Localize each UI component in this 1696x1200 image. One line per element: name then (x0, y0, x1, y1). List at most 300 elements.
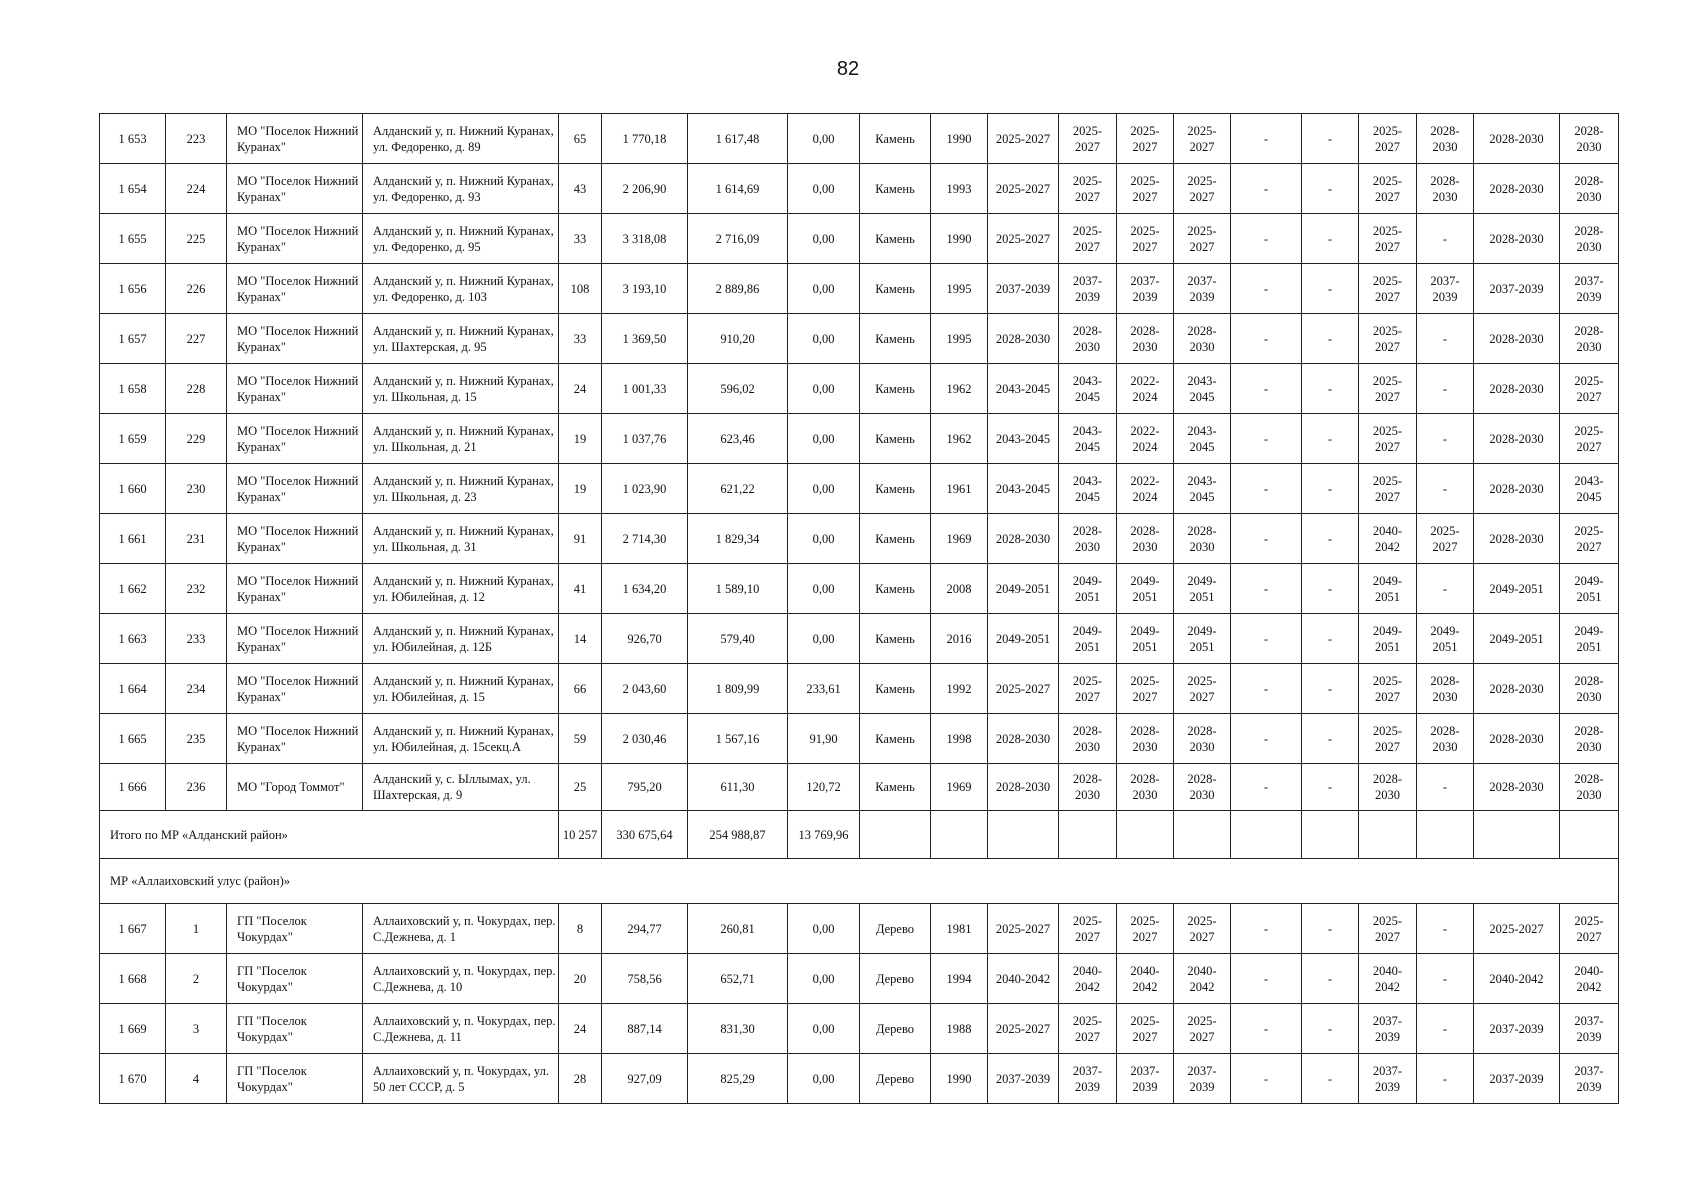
repair-period-cell-7: 2025-2027 (1359, 664, 1417, 714)
year-built-cell: 1990 (931, 1054, 988, 1104)
municipality-cell: МО "Поселок Нижний Куранах" (227, 714, 363, 764)
repair-period-cell-5: - (1231, 114, 1302, 164)
table-row (100, 614, 1619, 664)
repair-period-cell-4: 2043-2045 (1174, 414, 1231, 464)
table-row (100, 664, 1619, 714)
table-row (100, 764, 1619, 811)
repair-period-cell-9: 2028-2030 (1474, 114, 1560, 164)
repair-period-cell-6: - (1302, 614, 1359, 664)
repair-period-cell-5: - (1231, 664, 1302, 714)
repair-period-cell-8: - (1417, 414, 1474, 464)
repair-period-cell-10: 2028-2030 (1560, 764, 1619, 811)
repair-period-cell-2: 2025-2027 (1059, 114, 1117, 164)
repair-period-cell-4: 2025-2027 (1174, 1004, 1231, 1054)
repair-period-cell-2: 2025-2027 (1059, 904, 1117, 954)
area-nonresidential-cell: 0,00 (788, 214, 860, 264)
row-number-cell: 1 667 (100, 904, 166, 954)
table-row (100, 314, 1619, 364)
repair-period-cell-8: - (1417, 1004, 1474, 1054)
repair-period-cell-4: 2040-2042 (1174, 954, 1231, 1004)
repair-period-cell-5: - (1231, 954, 1302, 1004)
area-nonresidential-cell: 0,00 (788, 904, 860, 954)
year-built-cell: 1998 (931, 714, 988, 764)
area-total-cell: 887,14 (602, 1004, 688, 1054)
year-built-cell: 1969 (931, 764, 988, 811)
repair-period-cell-5: - (1231, 564, 1302, 614)
table-row (100, 414, 1619, 464)
repair-period-cell-1: 2025-2027 (988, 214, 1059, 264)
repair-period-cell-8: 2028-2030 (1417, 114, 1474, 164)
local-number-cell: 225 (166, 214, 227, 264)
repair-period-cell-10: 2028-2030 (1560, 314, 1619, 364)
repair-period-cell-8: - (1417, 764, 1474, 811)
repair-period-cell-4: 2025-2027 (1174, 164, 1231, 214)
section-row (100, 859, 1619, 904)
repair-period-cell-1: 2040-2042 (988, 954, 1059, 1004)
area-total-cell: 1 634,20 (602, 564, 688, 614)
area-residential-cell: 910,20 (688, 314, 788, 364)
repair-period-cell-7: 2049-2051 (1359, 564, 1417, 614)
year-built-cell: 1969 (931, 514, 988, 564)
area-nonresidential-cell: 91,90 (788, 714, 860, 764)
page-number: 82 (836, 58, 860, 80)
repair-period-cell-5: - (1231, 164, 1302, 214)
total-area-3: 13 769,96 (788, 811, 860, 859)
total-empty-cell (1474, 811, 1560, 859)
repair-period-cell-5: - (1231, 1004, 1302, 1054)
housing-table (99, 113, 1619, 1104)
row-number-cell: 1 663 (100, 614, 166, 664)
repair-period-cell-9: 2037-2039 (1474, 1054, 1560, 1104)
repair-period-cell-5: - (1231, 514, 1302, 564)
table-row (100, 114, 1619, 164)
address-cell: Алданский у, п. Нижний Куранах, ул. Юбилейная, д. 15 (363, 664, 559, 714)
repair-period-cell-9: 2028-2030 (1474, 514, 1560, 564)
area-total-cell: 3 318,08 (602, 214, 688, 264)
residents-cell: 28 (559, 1054, 602, 1104)
repair-period-cell-3: 2037-2039 (1117, 264, 1174, 314)
local-number-cell: 231 (166, 514, 227, 564)
repair-period-cell-9: 2028-2030 (1474, 314, 1560, 364)
address-cell: Аллаиховский у, п. Чокурдах, пер. С.Дежнева, д. 10 (363, 954, 559, 1004)
local-number-cell: 232 (166, 564, 227, 614)
repair-period-cell-5: - (1231, 614, 1302, 664)
table-row (100, 714, 1619, 764)
repair-period-cell-5: - (1231, 464, 1302, 514)
repair-period-cell-8: - (1417, 214, 1474, 264)
repair-period-cell-1: 2043-2045 (988, 464, 1059, 514)
repair-period-cell-8: - (1417, 464, 1474, 514)
wall-material-cell: Дерево (860, 1054, 931, 1104)
address-cell: Аллаиховский у, п. Чокурдах, ул. 50 лет СССР, д. 5 (363, 1054, 559, 1104)
local-number-cell: 2 (166, 954, 227, 1004)
municipality-cell: МО "Поселок Нижний Куранах" (227, 164, 363, 214)
repair-period-cell-9: 2028-2030 (1474, 714, 1560, 764)
address-cell: Алданский у, п. Нижний Куранах, ул. Федоренко, д. 103 (363, 264, 559, 314)
repair-period-cell-10: 2040-2042 (1560, 954, 1619, 1004)
address-cell: Алданский у, п. Нижний Куранах, ул. Школьная, д. 23 (363, 464, 559, 514)
area-residential-cell: 1 589,10 (688, 564, 788, 614)
table-row (100, 904, 1619, 954)
repair-period-cell-8: - (1417, 954, 1474, 1004)
repair-period-cell-6: - (1302, 464, 1359, 514)
repair-period-cell-4: 2025-2027 (1174, 664, 1231, 714)
repair-period-cell-3: 2049-2051 (1117, 614, 1174, 664)
municipality-cell: ГП "Поселок Чокурдах" (227, 1054, 363, 1104)
area-nonresidential-cell: 233,61 (788, 664, 860, 714)
repair-period-cell-4: 2043-2045 (1174, 364, 1231, 414)
area-nonresidential-cell: 0,00 (788, 1004, 860, 1054)
repair-period-cell-6: - (1302, 664, 1359, 714)
repair-period-cell-1: 2025-2027 (988, 164, 1059, 214)
area-residential-cell: 2 889,86 (688, 264, 788, 314)
repair-period-cell-7: 2025-2027 (1359, 414, 1417, 464)
repair-period-cell-4: 2028-2030 (1174, 714, 1231, 764)
repair-period-cell-10: 2043-2045 (1560, 464, 1619, 514)
area-residential-cell: 831,30 (688, 1004, 788, 1054)
area-residential-cell: 579,40 (688, 614, 788, 664)
residents-cell: 25 (559, 764, 602, 811)
repair-period-cell-3: 2028-2030 (1117, 764, 1174, 811)
address-cell: Алданский у, п. Нижний Куранах, ул. Юбилейная, д. 12Б (363, 614, 559, 664)
area-residential-cell: 621,22 (688, 464, 788, 514)
residents-cell: 20 (559, 954, 602, 1004)
row-number-cell: 1 657 (100, 314, 166, 364)
repair-period-cell-1: 2025-2027 (988, 1004, 1059, 1054)
repair-period-cell-8: 2049-2051 (1417, 614, 1474, 664)
repair-period-cell-2: 2043-2045 (1059, 364, 1117, 414)
repair-period-cell-1: 2049-2051 (988, 564, 1059, 614)
total-empty-cell (1302, 811, 1359, 859)
wall-material-cell: Камень (860, 764, 931, 811)
total-empty-cell (1359, 811, 1417, 859)
repair-period-cell-10: 2028-2030 (1560, 114, 1619, 164)
wall-material-cell: Камень (860, 264, 931, 314)
repair-period-cell-9: 2049-2051 (1474, 564, 1560, 614)
area-residential-cell: 1 617,48 (688, 114, 788, 164)
repair-period-cell-1: 2025-2027 (988, 114, 1059, 164)
table-row (100, 1004, 1619, 1054)
wall-material-cell: Камень (860, 514, 931, 564)
repair-period-cell-2: 2028-2030 (1059, 714, 1117, 764)
year-built-cell: 1962 (931, 364, 988, 414)
residents-cell: 8 (559, 904, 602, 954)
repair-period-cell-10: 2028-2030 (1560, 664, 1619, 714)
municipality-cell: МО "Поселок Нижний Куранах" (227, 314, 363, 364)
municipality-cell: МО "Поселок Нижний Куранах" (227, 464, 363, 514)
repair-period-cell-1: 2037-2039 (988, 1054, 1059, 1104)
local-number-cell: 229 (166, 414, 227, 464)
table-row (100, 164, 1619, 214)
repair-period-cell-9: 2028-2030 (1474, 764, 1560, 811)
repair-period-cell-6: - (1302, 364, 1359, 414)
repair-period-cell-3: 2022-2024 (1117, 364, 1174, 414)
repair-period-cell-10: 2049-2051 (1560, 614, 1619, 664)
address-cell: Алданский у, п. Нижний Куранах, ул. Школьная, д. 31 (363, 514, 559, 564)
repair-period-cell-8: - (1417, 904, 1474, 954)
repair-period-cell-2: 2025-2027 (1059, 664, 1117, 714)
repair-period-cell-2: 2040-2042 (1059, 954, 1117, 1004)
area-total-cell: 795,20 (602, 764, 688, 811)
repair-period-cell-3: 2028-2030 (1117, 514, 1174, 564)
repair-period-cell-7: 2040-2042 (1359, 514, 1417, 564)
municipality-cell: МО "Поселок Нижний Куранах" (227, 114, 363, 164)
local-number-cell: 223 (166, 114, 227, 164)
wall-material-cell: Камень (860, 364, 931, 414)
repair-period-cell-3: 2025-2027 (1117, 1004, 1174, 1054)
repair-period-cell-10: 2037-2039 (1560, 1054, 1619, 1104)
repair-period-cell-5: - (1231, 714, 1302, 764)
row-number-cell: 1 658 (100, 364, 166, 414)
area-total-cell: 758,56 (602, 954, 688, 1004)
repair-period-cell-3: 2037-2039 (1117, 1054, 1174, 1104)
area-total-cell: 2 030,46 (602, 714, 688, 764)
area-nonresidential-cell: 0,00 (788, 464, 860, 514)
repair-period-cell-10: 2037-2039 (1560, 264, 1619, 314)
repair-period-cell-1: 2025-2027 (988, 664, 1059, 714)
municipality-cell: МО "Поселок Нижний Куранах" (227, 564, 363, 614)
area-residential-cell: 1 567,16 (688, 714, 788, 764)
repair-period-cell-6: - (1302, 164, 1359, 214)
repair-period-cell-9: 2037-2039 (1474, 1004, 1560, 1054)
residents-cell: 59 (559, 714, 602, 764)
wall-material-cell: Камень (860, 714, 931, 764)
repair-period-cell-3: 2025-2027 (1117, 904, 1174, 954)
address-cell: Алданский у, п. Нижний Куранах, ул. Школьная, д. 15 (363, 364, 559, 414)
wall-material-cell: Камень (860, 414, 931, 464)
area-total-cell: 1 369,50 (602, 314, 688, 364)
row-number-cell: 1 655 (100, 214, 166, 264)
repair-period-cell-2: 2025-2027 (1059, 214, 1117, 264)
repair-period-cell-10: 2028-2030 (1560, 164, 1619, 214)
repair-period-cell-9: 2037-2039 (1474, 264, 1560, 314)
repair-period-cell-6: - (1302, 214, 1359, 264)
repair-period-cell-2: 2028-2030 (1059, 764, 1117, 811)
row-number-cell: 1 665 (100, 714, 166, 764)
repair-period-cell-10: 2025-2027 (1560, 414, 1619, 464)
repair-period-cell-9: 2028-2030 (1474, 164, 1560, 214)
area-residential-cell: 2 716,09 (688, 214, 788, 264)
repair-period-cell-7: 2025-2027 (1359, 114, 1417, 164)
row-number-cell: 1 660 (100, 464, 166, 514)
address-cell: Алданский у, п. Нижний Куранах, ул. Юбилейная, д. 12 (363, 564, 559, 614)
repair-period-cell-5: - (1231, 314, 1302, 364)
row-number-cell: 1 661 (100, 514, 166, 564)
address-cell: Алданский у, п. Нижний Куранах, ул. Федоренко, д. 95 (363, 214, 559, 264)
repair-period-cell-7: 2025-2027 (1359, 264, 1417, 314)
area-nonresidential-cell: 0,00 (788, 514, 860, 564)
repair-period-cell-10: 2028-2030 (1560, 214, 1619, 264)
repair-period-cell-7: 2025-2027 (1359, 164, 1417, 214)
table-body-aldan (100, 114, 1619, 811)
repair-period-cell-7: 2028-2030 (1359, 764, 1417, 811)
year-built-cell: 1961 (931, 464, 988, 514)
wall-material-cell: Дерево (860, 954, 931, 1004)
area-nonresidential-cell: 120,72 (788, 764, 860, 811)
year-built-cell: 2016 (931, 614, 988, 664)
total-empty-cell (1417, 811, 1474, 859)
area-nonresidential-cell: 0,00 (788, 164, 860, 214)
address-cell: Алданский у, п. Нижний Куранах, ул. Федоренко, д. 93 (363, 164, 559, 214)
repair-period-cell-8: - (1417, 364, 1474, 414)
area-total-cell: 2 043,60 (602, 664, 688, 714)
local-number-cell: 230 (166, 464, 227, 514)
year-built-cell: 1992 (931, 664, 988, 714)
municipality-cell: ГП "Поселок Чокурдах" (227, 954, 363, 1004)
repair-period-cell-5: - (1231, 904, 1302, 954)
table-body-summary (100, 811, 1619, 904)
repair-period-cell-1: 2025-2027 (988, 904, 1059, 954)
repair-period-cell-10: 2025-2027 (1560, 364, 1619, 414)
table-row (100, 514, 1619, 564)
row-number-cell: 1 664 (100, 664, 166, 714)
repair-period-cell-3: 2028-2030 (1117, 314, 1174, 364)
repair-period-cell-3: 2025-2027 (1117, 664, 1174, 714)
repair-period-cell-2: 2043-2045 (1059, 464, 1117, 514)
address-cell: Алданский у, п. Нижний Куранах, ул. Федоренко, д. 89 (363, 114, 559, 164)
local-number-cell: 234 (166, 664, 227, 714)
local-number-cell: 1 (166, 904, 227, 954)
repair-period-cell-7: 2040-2042 (1359, 954, 1417, 1004)
repair-period-cell-1: 2043-2045 (988, 414, 1059, 464)
address-cell: Алданский у, п. Нижний Куранах, ул. Школьная, д. 21 (363, 414, 559, 464)
local-number-cell: 235 (166, 714, 227, 764)
repair-period-cell-2: 2028-2030 (1059, 314, 1117, 364)
repair-period-cell-6: - (1302, 764, 1359, 811)
address-cell: Алданский у, с. Ыллымах, ул. Шахтерская, д. 9 (363, 764, 559, 811)
residents-cell: 33 (559, 314, 602, 364)
repair-period-cell-8: - (1417, 314, 1474, 364)
repair-period-cell-4: 2049-2051 (1174, 614, 1231, 664)
repair-period-cell-4: 2025-2027 (1174, 114, 1231, 164)
table-row (100, 214, 1619, 264)
repair-period-cell-1: 2028-2030 (988, 514, 1059, 564)
row-number-cell: 1 659 (100, 414, 166, 464)
address-cell: Аллаиховский у, п. Чокурдах, пер. С.Дежнева, д. 11 (363, 1004, 559, 1054)
residents-cell: 65 (559, 114, 602, 164)
wall-material-cell: Камень (860, 614, 931, 664)
table-row (100, 264, 1619, 314)
total-row (100, 811, 1619, 859)
area-total-cell: 2 206,90 (602, 164, 688, 214)
area-residential-cell: 1 614,69 (688, 164, 788, 214)
residents-cell: 108 (559, 264, 602, 314)
repair-period-cell-6: - (1302, 264, 1359, 314)
area-nonresidential-cell: 0,00 (788, 414, 860, 464)
repair-period-cell-4: 2028-2030 (1174, 764, 1231, 811)
repair-period-cell-6: - (1302, 564, 1359, 614)
repair-period-cell-5: - (1231, 364, 1302, 414)
repair-period-cell-10: 2037-2039 (1560, 1004, 1619, 1054)
repair-period-cell-5: - (1231, 264, 1302, 314)
residents-cell: 19 (559, 464, 602, 514)
local-number-cell: 3 (166, 1004, 227, 1054)
repair-period-cell-2: 2025-2027 (1059, 1004, 1117, 1054)
repair-period-cell-4: 2028-2030 (1174, 314, 1231, 364)
residents-cell: 14 (559, 614, 602, 664)
repair-period-cell-4: 2028-2030 (1174, 514, 1231, 564)
repair-period-cell-4: 2037-2039 (1174, 1054, 1231, 1104)
area-residential-cell: 596,02 (688, 364, 788, 414)
repair-period-cell-1: 2028-2030 (988, 714, 1059, 764)
wall-material-cell: Дерево (860, 904, 931, 954)
table-row (100, 564, 1619, 614)
local-number-cell: 226 (166, 264, 227, 314)
year-built-cell: 2008 (931, 564, 988, 614)
repair-period-cell-2: 2037-2039 (1059, 1054, 1117, 1104)
table-row (100, 364, 1619, 414)
repair-period-cell-4: 2043-2045 (1174, 464, 1231, 514)
residents-cell: 19 (559, 414, 602, 464)
row-number-cell: 1 653 (100, 114, 166, 164)
local-number-cell: 4 (166, 1054, 227, 1104)
address-cell: Алданский у, п. Нижний Куранах, ул. Шахтерская, д. 95 (363, 314, 559, 364)
area-nonresidential-cell: 0,00 (788, 1054, 860, 1104)
area-nonresidential-cell: 0,00 (788, 314, 860, 364)
repair-period-cell-8: 2028-2030 (1417, 164, 1474, 214)
repair-period-cell-8: - (1417, 1054, 1474, 1104)
table-row (100, 954, 1619, 1004)
area-total-cell: 3 193,10 (602, 264, 688, 314)
repair-period-cell-9: 2028-2030 (1474, 414, 1560, 464)
residents-cell: 43 (559, 164, 602, 214)
repair-period-cell-3: 2022-2024 (1117, 464, 1174, 514)
repair-period-cell-7: 2025-2027 (1359, 364, 1417, 414)
repair-period-cell-1: 2028-2030 (988, 314, 1059, 364)
area-total-cell: 1 001,33 (602, 364, 688, 414)
wall-material-cell: Камень (860, 564, 931, 614)
repair-period-cell-7: 2037-2039 (1359, 1054, 1417, 1104)
total-area-2: 254 988,87 (688, 811, 788, 859)
repair-period-cell-8: 2037-2039 (1417, 264, 1474, 314)
repair-period-cell-4: 2025-2027 (1174, 904, 1231, 954)
repair-period-cell-2: 2028-2030 (1059, 514, 1117, 564)
repair-period-cell-3: 2040-2042 (1117, 954, 1174, 1004)
repair-period-cell-8: 2028-2030 (1417, 714, 1474, 764)
municipality-cell: МО "Поселок Нижний Куранах" (227, 414, 363, 464)
total-empty-cell (1117, 811, 1174, 859)
address-cell: Аллаиховский у, п. Чокурдах, пер. С.Дежнева, д. 1 (363, 904, 559, 954)
repair-period-cell-8: 2028-2030 (1417, 664, 1474, 714)
residents-cell: 66 (559, 664, 602, 714)
repair-period-cell-3: 2028-2030 (1117, 714, 1174, 764)
repair-period-cell-1: 2028-2030 (988, 764, 1059, 811)
repair-period-cell-9: 2049-2051 (1474, 614, 1560, 664)
area-nonresidential-cell: 0,00 (788, 954, 860, 1004)
local-number-cell: 227 (166, 314, 227, 364)
repair-period-cell-8: - (1417, 564, 1474, 614)
wall-material-cell: Камень (860, 214, 931, 264)
municipality-cell: МО "Поселок Нижний Куранах" (227, 364, 363, 414)
row-number-cell: 1 668 (100, 954, 166, 1004)
residents-cell: 24 (559, 364, 602, 414)
area-total-cell: 2 714,30 (602, 514, 688, 564)
area-total-cell: 927,09 (602, 1054, 688, 1104)
area-total-cell: 1 037,76 (602, 414, 688, 464)
repair-period-cell-2: 2049-2051 (1059, 564, 1117, 614)
repair-period-cell-6: - (1302, 954, 1359, 1004)
wall-material-cell: Камень (860, 664, 931, 714)
area-total-cell: 926,70 (602, 614, 688, 664)
wall-material-cell: Камень (860, 314, 931, 364)
area-residential-cell: 260,81 (688, 904, 788, 954)
area-residential-cell: 1 829,34 (688, 514, 788, 564)
area-nonresidential-cell: 0,00 (788, 264, 860, 314)
local-number-cell: 236 (166, 764, 227, 811)
repair-period-cell-3: 2025-2027 (1117, 164, 1174, 214)
area-total-cell: 294,77 (602, 904, 688, 954)
repair-period-cell-7: 2037-2039 (1359, 1004, 1417, 1054)
